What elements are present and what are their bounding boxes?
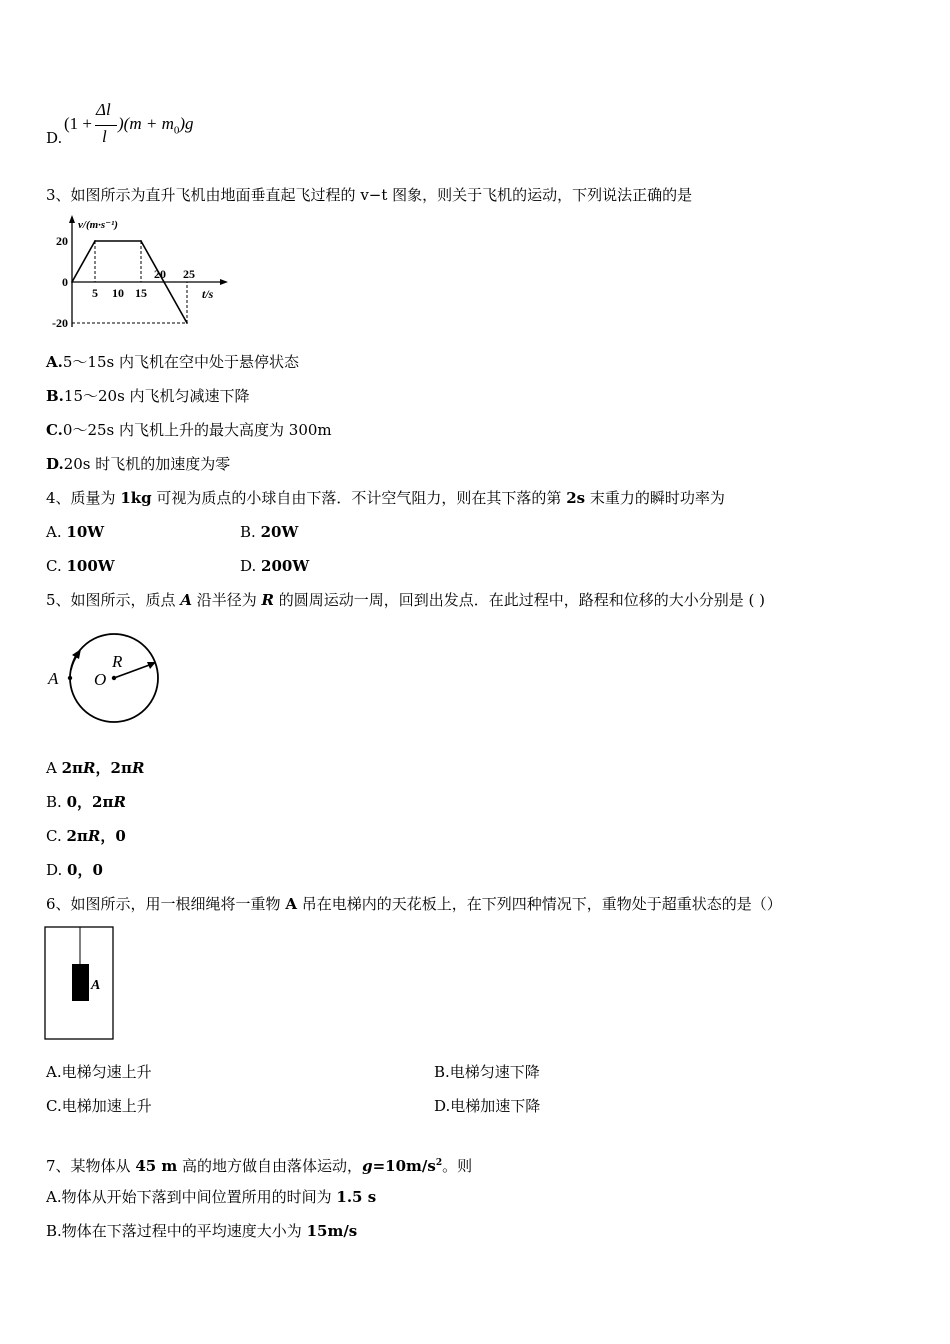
formula-den: l: [102, 127, 107, 146]
q5-option-c[interactable]: C. 2πR，0: [46, 827, 126, 845]
q4-option-a[interactable]: A. 10W: [46, 523, 105, 541]
q4-option-c[interactable]: C. 100W: [46, 557, 115, 575]
q6-option-c[interactable]: C.电梯加速上升: [46, 1097, 152, 1115]
x-tick-label: 25: [183, 267, 195, 281]
weight-label: A: [91, 978, 101, 993]
q6-option-b[interactable]: B.电梯匀速下降: [434, 1063, 540, 1081]
formula-rest: )$(m + m_0)g$: [118, 114, 194, 137]
q5-stem: 5、如图所示，质点 A 沿半径为 R 的圆周运动一周，回到出发点．在此过程中，路程和位移的大小分别是 ( ): [46, 591, 765, 609]
center-label: O: [94, 670, 107, 689]
motion-arrow-head: [72, 649, 81, 659]
data-point: [186, 322, 188, 324]
q6-option-d[interactable]: D.电梯加速下降: [434, 1097, 541, 1115]
q3-stem: 3、如图所示为直升飞机由地面垂直起飞过程的 v−t 图象，则关于飞机的运动，下列说法正确的是: [46, 186, 693, 204]
data-point: [71, 281, 73, 283]
q4-option-d[interactable]: D. 200W: [240, 557, 310, 575]
q3-option-c[interactable]: C.0～25s 内飞机上升的最大高度为 300m: [46, 421, 332, 439]
radius-label: R: [112, 652, 123, 671]
elevator-figure: [44, 926, 116, 1042]
circle-figure: [44, 628, 174, 728]
x-tick-label: 20: [154, 267, 166, 281]
q4-option-b[interactable]: B. 20W: [240, 523, 299, 541]
y-tick-label: 0: [62, 275, 68, 289]
formula-open: (1 +: [64, 114, 92, 133]
x-axis-arrow: [220, 279, 228, 285]
option-key: D.: [46, 129, 63, 147]
vt-graph: [42, 215, 232, 335]
q6-option-a[interactable]: A.电梯匀速上升: [46, 1063, 152, 1081]
y-axis-arrow: [69, 215, 75, 223]
x-tick-label: 5: [92, 286, 98, 300]
q2-option-d: [46, 128, 62, 148]
q7-option-a[interactable]: A.物体从开始下落到中间位置所用的时间为 1.5 s: [46, 1188, 377, 1206]
q3-option-a[interactable]: A.5～15s 内飞机在空中处于悬停状态: [46, 353, 299, 371]
q7-option-b[interactable]: B.物体在下落过程中的平均速度大小为 15m/s: [46, 1222, 358, 1240]
q5-option-b[interactable]: B. 0，2πR: [46, 793, 126, 811]
weight-block: [72, 964, 89, 1001]
data-point: [163, 281, 165, 283]
y-axis-label: v/(m·s⁻¹): [78, 219, 118, 231]
x-axis-label: t/s: [202, 287, 214, 301]
q7-stem: 7、某物体从 45 m 高的地方做自由落体运动，$g=10m/s^2$。则: [46, 1157, 473, 1175]
x-tick-label: 10: [112, 286, 124, 300]
formula-bar: [95, 125, 117, 126]
point-a-label: A: [48, 669, 59, 688]
data-point: [140, 240, 142, 242]
q3-option-d[interactable]: D.20s 时飞机的加速度为零: [46, 455, 231, 473]
q6-stem: 6、如图所示，用一根细绳将一重物 A 吊在电梯内的天花板上，在下列四种情况下，重物处于超重状态的是（）: [46, 895, 782, 913]
data-point: [94, 240, 96, 242]
q3-option-b[interactable]: B.15～20s 内飞机匀减速下降: [46, 387, 250, 405]
y-tick-label: -20: [52, 316, 68, 330]
point-a-dot: [68, 676, 72, 680]
y-tick-label: 20: [56, 234, 68, 248]
q5-option-d[interactable]: D. 0，0: [46, 861, 103, 879]
formula-num: Δl: [96, 100, 111, 119]
x-tick-label: 15: [135, 286, 147, 300]
q4-stem: 4、质量为 1kg 可视为质点的小球自由下落．不计空气阻力，则在其下落的第 2s 末重力的瞬时功率为: [46, 489, 725, 507]
q5-option-a[interactable]: A 2πR，2πR: [46, 759, 145, 777]
